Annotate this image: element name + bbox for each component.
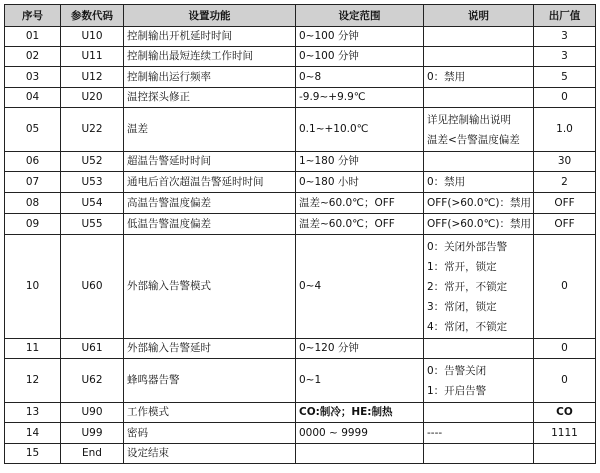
note-line: 1：开启告警 [427,384,487,397]
cell-range: 1~180 分钟 [296,152,424,172]
cell-range: 温差~60.0℃；OFF [296,214,424,235]
cell-no: 07 [5,172,61,193]
cell-function: 蜂鸣器告警 [124,359,296,403]
cell-code: U20 [61,88,124,108]
cell-code: U90 [61,403,124,423]
cell-code: U54 [61,193,124,214]
table-row [5,339,596,359]
cell-note [424,235,534,339]
cell-no: 13 [5,403,61,423]
note-line: ---- [427,427,443,439]
cell-default: 5 [534,67,596,88]
cell-no: 01 [5,27,61,47]
cell-no: 03 [5,67,61,88]
cell-default: 3 [534,27,596,47]
note-line: 4：常闭，不锁定 [427,320,508,333]
header-no: 序号 [5,5,61,27]
cell-default: 0 [534,88,596,108]
table-row [5,108,596,152]
note-line: 3：常闭，锁定 [427,300,497,313]
cell-default: 2 [534,172,596,193]
cell-no: 02 [5,47,61,67]
cell-code: U99 [61,423,124,444]
table-body [5,27,596,464]
cell-note [424,423,534,444]
cell-default: 1111 [534,423,596,444]
cell-range: 0~120 分钟 [296,339,424,359]
cell-range: 0000 ~ 9999 [296,423,424,444]
cell-code: U53 [61,172,124,193]
table-row [5,67,596,88]
cell-code: U10 [61,27,124,47]
cell-range: 0~1 [296,359,424,403]
cell-note [424,47,534,67]
cell-no: 05 [5,108,61,152]
cell-note [424,359,534,403]
table-row [5,423,596,444]
cell-note [424,193,534,214]
cell-function: 外部输入告警模式 [124,235,296,339]
table-row [5,193,596,214]
cell-function: 温控探头修正 [124,88,296,108]
cell-note [424,172,534,193]
header-code: 参数代码 [61,5,124,27]
cell-default: OFF [534,214,596,235]
table-row [5,359,596,403]
cell-code: U60 [61,235,124,339]
cell-default: 0 [534,235,596,339]
cell-note [424,403,534,423]
table-header-row [5,5,596,27]
cell-range [296,444,424,464]
table-row [5,235,596,339]
cell-function: 工作模式 [124,403,296,423]
note-line: 0：告警关闭 [427,364,487,377]
cell-no: 11 [5,339,61,359]
cell-code: End [61,444,124,464]
cell-default: 1.0 [534,108,596,152]
cell-no: 04 [5,88,61,108]
cell-function: 密码 [124,423,296,444]
note-line: 温差<告警温度偏差 [427,133,520,146]
cell-function: 低温告警温度偏差 [124,214,296,235]
header-default: 出厂值 [534,5,596,27]
note-line: OFF(>60.0℃)：禁用 [427,218,532,230]
cell-function: 设定结束 [124,444,296,464]
header-function: 设置功能 [124,5,296,27]
cell-default: OFF [534,193,596,214]
cell-function: 控制输出最短连续工作时间 [124,47,296,67]
cell-note [424,152,534,172]
note-line: 0：关闭外部告警 [427,240,508,253]
cell-no: 06 [5,152,61,172]
table-row [5,403,596,423]
cell-default: 0 [534,359,596,403]
cell-function: 超温告警延时时间 [124,152,296,172]
table-row [5,172,596,193]
cell-range: 0.1~+10.0℃ [296,108,424,152]
table-row [5,152,596,172]
cell-default: CO [534,403,596,423]
cell-default: 30 [534,152,596,172]
cell-range: -9.9~+9.9℃ [296,88,424,108]
cell-range: 0~100 分钟 [296,47,424,67]
cell-range: 温差~60.0℃；OFF [296,193,424,214]
cell-no: 15 [5,444,61,464]
cell-note [424,108,534,152]
cell-default [534,444,596,464]
cell-code: U55 [61,214,124,235]
cell-no: 09 [5,214,61,235]
cell-range: 0~100 分钟 [296,27,424,47]
cell-no: 10 [5,235,61,339]
cell-code: U52 [61,152,124,172]
note-line: 0：禁用 [427,176,466,188]
cell-function: 控制输出运行频率 [124,67,296,88]
cell-range: 0~180 小时 [296,172,424,193]
table-row [5,47,596,67]
cell-function: 外部输入告警延时 [124,339,296,359]
parameter-table [4,4,596,464]
cell-note [424,214,534,235]
cell-range: 0~8 [296,67,424,88]
cell-function: 通电后首次超温告警延时时间 [124,172,296,193]
table-row [5,214,596,235]
cell-note [424,444,534,464]
cell-function: 温差 [124,108,296,152]
table-row [5,88,596,108]
note-line: 1：常开，锁定 [427,260,497,273]
cell-range: CO:制冷；HE:制热 [296,403,424,423]
cell-default: 0 [534,339,596,359]
cell-code: U62 [61,359,124,403]
note-line: OFF(>60.0℃)：禁用 [427,197,532,209]
cell-note [424,339,534,359]
cell-function: 高温告警温度偏差 [124,193,296,214]
note-line: 0：禁用 [427,71,466,83]
table-row [5,27,596,47]
cell-no: 12 [5,359,61,403]
cell-code: U12 [61,67,124,88]
cell-function: 控制输出开机延时时间 [124,27,296,47]
cell-note [424,27,534,47]
cell-code: U22 [61,108,124,152]
cell-note [424,88,534,108]
table-row [5,444,596,464]
cell-default: 3 [534,47,596,67]
cell-no: 08 [5,193,61,214]
header-range: 设定范围 [296,5,424,27]
note-line: 详见控制输出说明 [427,113,511,126]
cell-range: 0~4 [296,235,424,339]
note-line: 2：常开，不锁定 [427,280,508,293]
cell-no: 14 [5,423,61,444]
header-note: 说明 [424,5,534,27]
cell-code: U61 [61,339,124,359]
cell-code: U11 [61,47,124,67]
cell-note [424,67,534,88]
